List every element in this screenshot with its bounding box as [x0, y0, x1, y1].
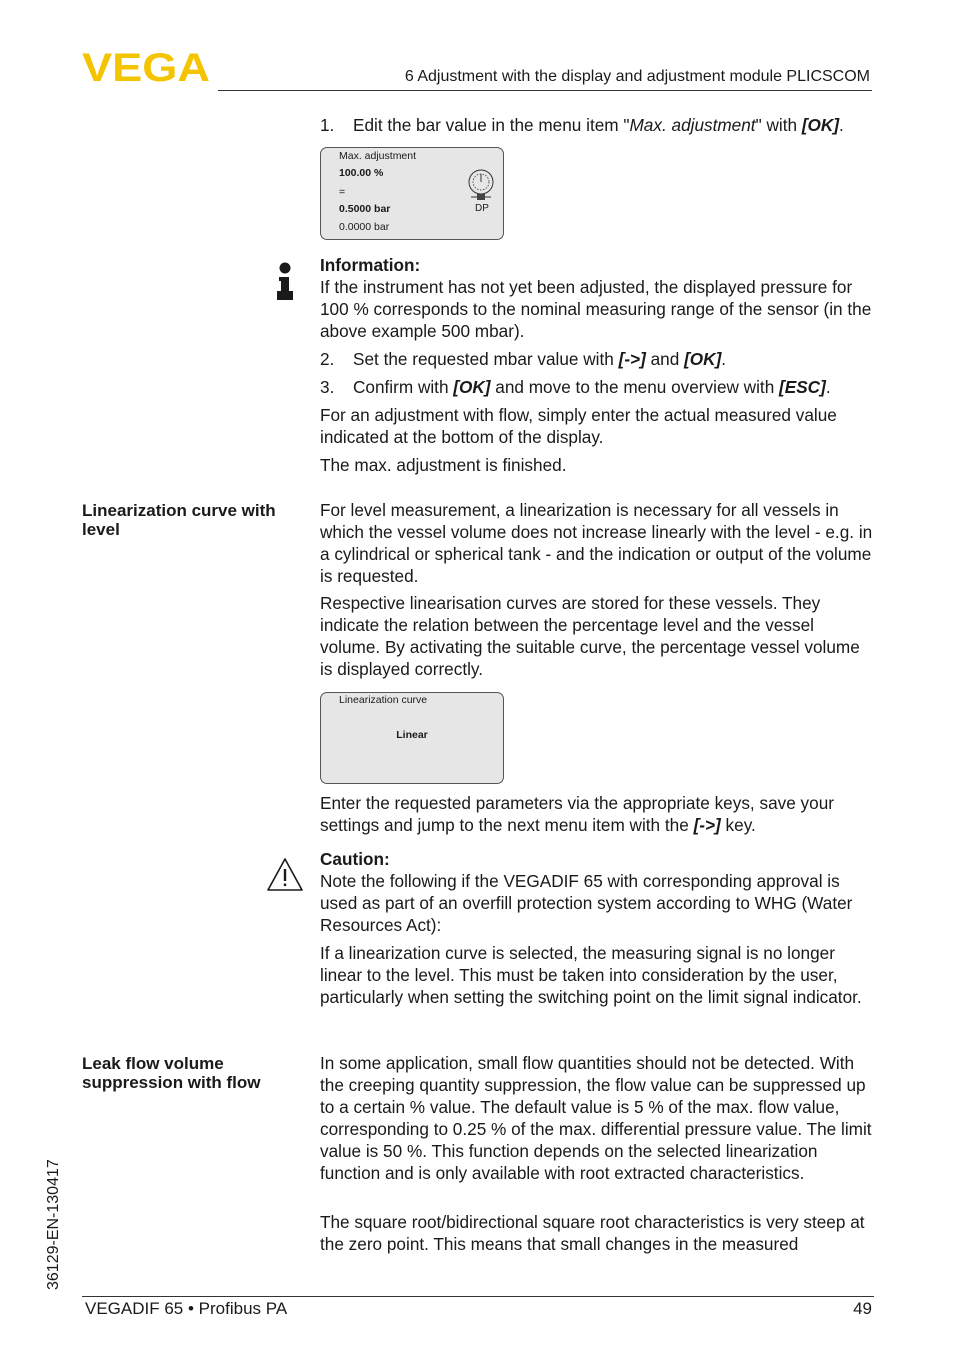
- dp-label: DP: [475, 203, 489, 214]
- screen-bar-value: 0.5000 bar: [339, 203, 391, 215]
- dp-sensor-icon: [467, 168, 495, 208]
- footer-divider: [82, 1296, 874, 1297]
- chapter-title: 6 Adjustment with the display and adjustment module PLICSCOM: [404, 68, 870, 85]
- information-icon: [276, 262, 294, 302]
- step-1: 1. Edit the bar value in the menu item "Max. adjustment" with [OK].: [320, 115, 844, 135]
- screen-equals: =: [339, 186, 346, 198]
- linearization-para-3: Enter the requested parameters via the appropriate keys, save your settings and jump to the next menu item with the [->] key.: [320, 793, 834, 835]
- caution-text-1: Note the following if the VEGADIF 65 with corresponding approval is used as part of an overfill protection system according to WHG (Water Resources Act):: [320, 871, 853, 935]
- leak-flow-para-2: The square root/bidirectional square root characteristics is very steep at the zero point. This means that small changes in the measured: [320, 1212, 865, 1254]
- linearization-heading: Linearization curve with level: [82, 501, 276, 539]
- finished-paragraph: The max. adjustment is finished.: [320, 455, 567, 475]
- display-linearization-curve: [320, 692, 504, 784]
- warning-icon: [266, 857, 304, 893]
- information-text: If the instrument has not yet been adjusted, the displayed pressure for 100 % corresponds to the nominal measuring range of the sensor (in the above example 500 mbar).: [320, 277, 872, 341]
- caution-text-2: If a linearization curve is selected, the measuring signal is no longer linear to the level. This must be taken into consideration by the user, particularly when setting the switching point on the limit signal indicator.: [320, 943, 862, 1007]
- information-heading: Information:: [320, 255, 421, 275]
- step-3: 3. Confirm with [OK] and move to the menu overview with [ESC].: [320, 377, 831, 397]
- screen-linear-value: Linear: [396, 729, 428, 741]
- page-number: 49: [853, 1299, 872, 1318]
- logo-text: VEGA: [82, 50, 210, 84]
- linearization-para-1: For level measurement, a linearization is necessary for all vessels in which the vessel volume does not increase linearly with the level - e.g. in a cylindrical or spherical tank - and the indication or output of the volume is requested.: [320, 500, 873, 586]
- header-divider: [218, 90, 872, 91]
- document-number: 36129-EN-130417: [45, 1159, 62, 1290]
- vega-logo: [82, 50, 212, 84]
- screen-measured-value: 0.0000 bar: [339, 221, 390, 233]
- screen-percent: 100.00 %: [339, 167, 384, 179]
- caution-note: [320, 848, 876, 936]
- display-max-adjustment: [320, 147, 504, 240]
- footer-product: VEGADIF 65 • Profibus PA: [85, 1299, 288, 1318]
- caution-heading: Caution:: [320, 849, 390, 869]
- flow-paragraph: For an adjustment with flow, simply enter the actual measured value indicated at the bottom of the display.: [320, 405, 837, 447]
- linearization-para-2: Respective linearisation curves are stored for these vessels. They indicate the relation between the percentage level and the vessel volume. By activating the suitable curve, the percentage vessel volume is displayed correctly.: [320, 593, 860, 679]
- information-note: [320, 254, 876, 342]
- leak-flow-para-1: In some application, small flow quantities should not be detected. With the creeping quantity suppression, the flow value can be suppressed up to a certain % value. The default value is 5 % of the max. flow value, corresponding to 0.25 % of the max. differential pressure value. The limit value is 50 %. This function depends on the selected linearization function and is only available with root extracted characteristics.: [320, 1053, 872, 1183]
- step-2: 2. Set the requested mbar value with [->] and [OK].: [320, 349, 727, 369]
- screen-title: Linearization curve: [339, 694, 428, 706]
- leak-flow-heading: Leak flow volume suppression with flow: [82, 1054, 261, 1092]
- screen-title: Max. adjustment: [339, 150, 417, 162]
